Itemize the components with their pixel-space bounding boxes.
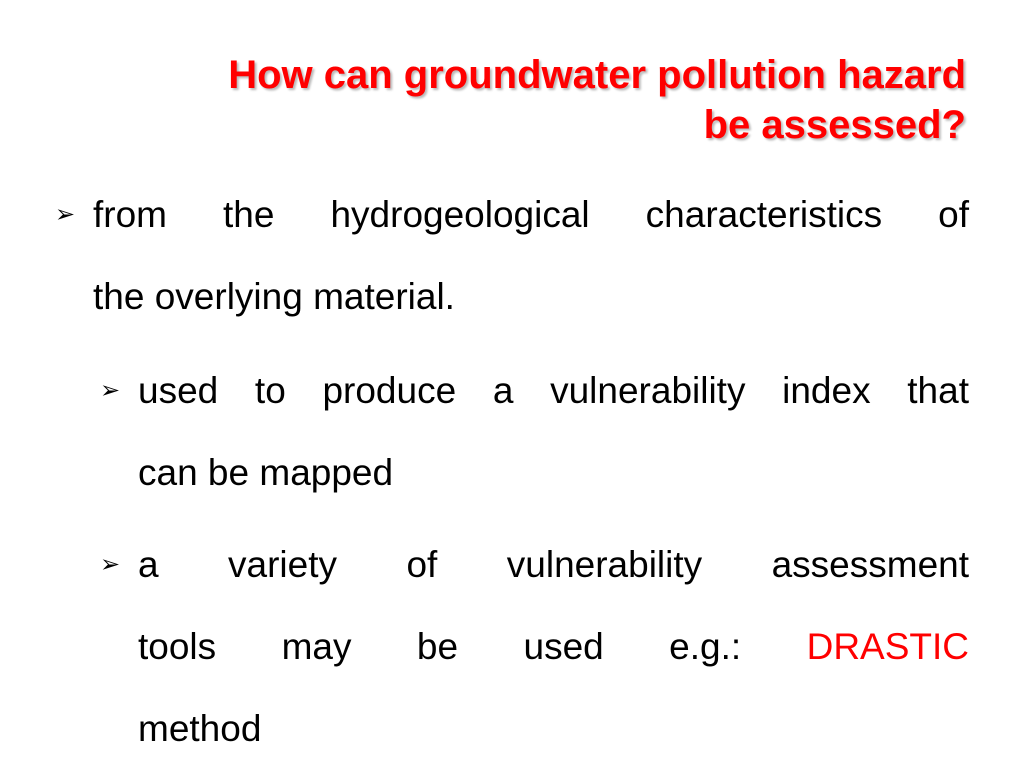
sub-bullet-text-2: [138, 524, 969, 768]
slide-title-line-1: How can groundwater pollution hazard: [228, 53, 966, 97]
arrow-bullet-icon: ➢: [55, 201, 76, 228]
sub-bullet-item-1: [100, 350, 969, 514]
sub-bullet-2-line-2: [138, 606, 969, 688]
slide-title-line-2: be assessed?: [703, 103, 966, 147]
bullet-1-line-2: the overlying material.: [93, 276, 455, 317]
sub-bullet-2-line-3: method: [138, 708, 262, 749]
bullet-1-line-1: from the hydrogeological characteristics of: [93, 194, 969, 235]
bullet-item-1: [55, 174, 969, 338]
sub-bullet-2-line-2-prefix: tools may be used e.g.:: [138, 626, 742, 667]
sub-bullet-2-line-1: a variety of vulnerability assessment: [138, 544, 969, 585]
sub-bullet-item-2: [100, 524, 969, 768]
arrow-bullet-icon: ➢: [100, 377, 121, 404]
arrow-bullet-icon: ➢: [100, 551, 121, 578]
drastic-method-highlight: DRASTIC: [806, 626, 969, 667]
sub-bullet-1-line-1: used to produce a vulnerability index that: [138, 370, 969, 411]
sub-bullet-1-line-2: can be mapped: [138, 452, 394, 493]
slide-title: [86, 50, 966, 150]
sub-bullet-text-1: [138, 350, 969, 514]
bullet-text-1: [93, 174, 969, 338]
